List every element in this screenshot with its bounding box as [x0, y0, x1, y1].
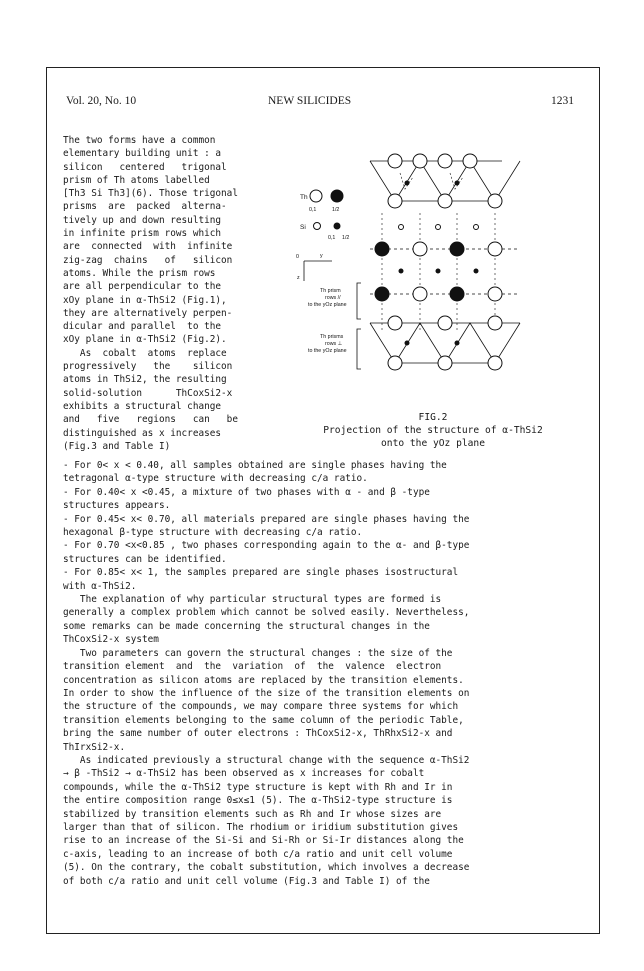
text-line: they are alternatively perpen- — [63, 307, 233, 319]
text-line: bring the same number of outer electrons : ThCoxSi2-x, ThRhxSi2-x and — [63, 728, 453, 740]
text-line: Two parameters can govern the structural changes : the size of the — [63, 647, 453, 659]
figure-label: FIG.2 — [418, 412, 448, 423]
text-line: larger than that of silicon. The rhodium or iridium substitution gives — [63, 821, 459, 833]
legend-th-label: Th — [300, 194, 308, 201]
text-line: with α-ThSi2. — [63, 580, 137, 592]
text-line: transition elements belonging to the same column of the periodic Table, — [63, 714, 464, 726]
text-line: dicular and parallel to the — [63, 321, 222, 333]
rows-parallel-label-3: to the yOz plane — [308, 302, 347, 308]
structure-diagram — [292, 143, 600, 405]
text-line: solid-solution ThCoxSi2-x — [63, 387, 233, 399]
text-line: xOy plane in α-ThSi2 (Fig.1), — [63, 294, 227, 306]
text-line: [Th3 Si Th3](6). Those trigonal — [63, 188, 238, 200]
text-line: elementary building unit : a — [63, 148, 222, 160]
axis-z-label: z — [297, 275, 300, 281]
text-line: tetragonal α-type structure with decreasing c/a ratio. — [63, 473, 368, 485]
text-line: silicon centered trigonal — [63, 161, 227, 173]
legend-si-open-circle — [314, 223, 321, 230]
text-line: progressively the silicon — [63, 361, 233, 373]
figure-caption — [293, 411, 573, 450]
rows-perp-label-3: to the yOz plane — [308, 348, 347, 354]
legend-si-label: Si — [300, 224, 306, 231]
text-line: ThIrxSi2-x. — [63, 741, 126, 753]
text-line: - For 0.45< x< 0.70, all materials prepared are single phases having the — [63, 513, 470, 525]
journal-volume: Vol. 20, No. 10 — [66, 95, 137, 107]
rows-parallel-label-2: rows // — [325, 295, 341, 301]
text-line: xOy plane in α-ThSi2 (Fig.2). — [63, 334, 227, 346]
legend-th-open-circle — [310, 190, 322, 202]
text-line: stabilized by transition elements such as Rh and Ir whose sizes are — [63, 808, 442, 820]
text-line: atoms in ThSi2, the resulting — [63, 374, 227, 386]
caption-line-2: onto the yOz plane — [381, 438, 485, 449]
atom-positions — [375, 154, 503, 370]
text-line: The two forms have a common — [63, 135, 216, 146]
left-column-text — [63, 134, 275, 453]
rows-perp-label-1: Th prisms — [320, 334, 344, 340]
legend-si-filled-circle — [334, 223, 341, 230]
text-line: - For 0.70 <x<0.85 , two phases corresponding again to the α- and β-type — [63, 540, 470, 552]
text-line: In order to show the influence of the size of the transition elements on — [63, 687, 470, 699]
text-line: generally a complex problem which cannot be solved easily. Nevertheless, — [63, 607, 470, 619]
legend-si-z12-label: 1/2 — [342, 235, 350, 241]
legend-si-z0-label: 0,1 — [328, 235, 336, 241]
text-line: the structure of the compounds, we may compare three systems for which — [63, 701, 459, 713]
text-line: prism of Th atoms labelled — [63, 174, 210, 186]
text-line: As cobalt atoms replace — [63, 347, 227, 359]
text-line: prisms are packed alterna- — [63, 201, 227, 213]
lattice-center-dashed-row — [370, 213, 520, 333]
text-line: - For 0.40< x <0.45, a mixture of two phases with α - and β -type — [63, 486, 430, 498]
text-line: (Fig.3 and Table I) — [63, 440, 171, 452]
running-title: NEW SILICIDES — [268, 95, 352, 107]
text-line: some remarks can be made concerning the structural changes in the — [63, 620, 430, 632]
text-line: compounds, while the α-ThSi2 type structure is kept with Rh and Ir in — [63, 781, 453, 793]
text-line: the entire composition range 0≤x≤1 (5). The α-ThSi2-type structure is — [63, 795, 453, 807]
text-line: - For 0< x < 0.40, all samples obtained are single phases having the — [63, 460, 447, 471]
text-line: transition element and the variation of the valence electron — [63, 661, 442, 673]
legend-z12-label: 1/2 — [332, 207, 340, 213]
text-line: hexagonal β-type structure with decreasing c/a ratio. — [63, 527, 363, 539]
text-line: distinguished as x increases — [63, 427, 222, 439]
rows-perp-label-2: rows ⊥ — [325, 341, 343, 347]
rows-parallel-label-1: Th prism — [320, 288, 341, 294]
caption-line-1: Projection of the structure of α-ThSi2 — [323, 425, 543, 436]
text-line: zig-zag chains of silicon — [63, 254, 233, 266]
text-line: → β -ThSi2 → α-ThSi2 has been observed as x increases for cobalt — [63, 768, 425, 780]
text-line: concentration as silicon atoms are replaced by the transition elements. — [63, 674, 464, 686]
text-line: exhibits a structural change — [63, 400, 222, 412]
text-line: structures can be identified. — [63, 553, 227, 565]
bracket-perpendicular — [357, 329, 361, 369]
text-line: structures appears. — [63, 500, 171, 512]
body-text — [63, 459, 583, 888]
text-line: As indicated previously a structural change with the sequence α-ThSi2 — [63, 754, 470, 766]
legend-th-filled-circle — [331, 190, 344, 203]
text-line: (5). On the contrary, the cobalt substitution, which involves a decrease — [63, 862, 470, 874]
axis-y-label: y — [320, 253, 323, 259]
text-line: - For 0.85< x< 1, the samples prepared are single phases isostructural — [63, 567, 459, 579]
page-number: 1231 — [551, 95, 574, 107]
text-line: The explanation of why particular structural types are formed is — [63, 594, 442, 606]
text-line: rise to an increase of the Si-Si and Si-Rh or Si-Ir distances along the — [63, 835, 464, 847]
text-line: atoms. While the prism rows — [63, 267, 216, 279]
text-line: and five regions can be — [63, 414, 238, 426]
legend-z0-label: 0,1 — [309, 207, 317, 213]
text-line: are all perpendicular to the — [63, 281, 222, 293]
text-line: tively up and down resulting — [63, 214, 222, 226]
bracket-parallel — [357, 283, 361, 319]
text-line: c-axis, leading to an increase of both c/a ratio and unit cell volume — [63, 848, 453, 860]
text-line: of both c/a ratio and unit cell volume (Fig.3 and Table I) of the — [63, 875, 430, 887]
axis-origin-label: 0 — [296, 254, 299, 260]
text-line: ThCoxSi2-x system — [63, 634, 159, 646]
text-line: in infinite prism rows which — [63, 228, 222, 240]
text-line: are connected with infinite — [63, 241, 233, 253]
